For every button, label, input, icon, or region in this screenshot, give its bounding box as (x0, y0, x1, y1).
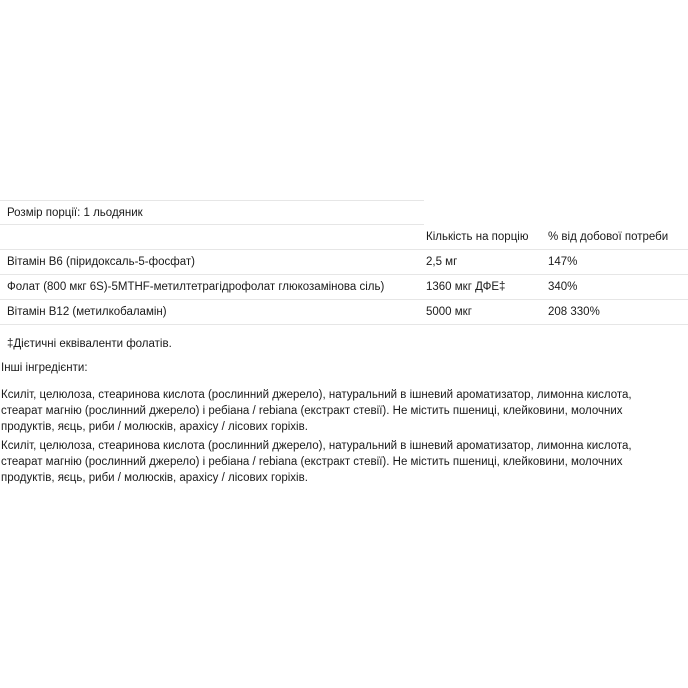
table-row (0, 275, 688, 300)
paragraph-line: стеарат магнію (рослинний джерело) і ребіана / rebiana (екстракт стевії). Не містить пшениці, клейковини, молочних (1, 456, 623, 468)
nutrient-daily-value: 208 330% (548, 306, 600, 318)
ingredients-paragraph (1, 387, 681, 435)
other-ingredients-heading: Інші інгредієнти: (1, 362, 88, 374)
nutrient-amount: 2,5 мг (426, 256, 458, 268)
nutrient-daily-value: 340% (548, 281, 578, 293)
paragraph-line: продуктів, яєць, риби / молюсків, арахісу / лісових горіхів. (1, 472, 308, 484)
ingredients-paragraph (1, 438, 681, 486)
serving-size-row (0, 200, 424, 225)
table-row (0, 300, 688, 325)
paragraph-line: стеарат магнію (рослинний джерело) і ребіана / rebiana (екстракт стевії). Не містить пшениці, клейковини, молочних (1, 405, 623, 417)
paragraph-line: Ксиліт, целюлоза, стеаринова кислота (рослинний джерело), натуральний в ішневий ароматизатор, лимонна кислота, (1, 389, 632, 401)
nutrient-daily-value: 147% (548, 256, 578, 268)
nutrient-amount: 5000 мкг (426, 306, 472, 318)
header-amount: Кількість на порцію (426, 231, 529, 243)
paragraph-line: продуктів, яєць, риби / молюсків, арахісу / лісових горіхів. (1, 421, 308, 433)
nutrient-name: Фолат (800 мкг 6S)-5MTHF-метилтетрагідрофолат глюкозамінова сіль) (7, 281, 385, 293)
folate-footnote: ‡Дієтичні еквіваленти фолатів. (7, 338, 172, 350)
paragraph-line: Ксиліт, целюлоза, стеаринова кислота (рослинний джерело), натуральний в ішневий ароматизатор, лимонна кислота, (1, 440, 632, 452)
header-daily-value: % від добової потреби (548, 231, 669, 243)
nutrient-name: Вітамін В12 (метилкобаламін) (7, 306, 167, 318)
serving-size-text: Розмір порції: 1 льодяник (7, 206, 143, 219)
supplement-facts-panel (0, 200, 688, 325)
table-header-row (0, 225, 688, 250)
table-row (0, 250, 688, 275)
nutrient-name: Вітамін В6 (піридоксаль-5-фосфат) (7, 256, 195, 268)
nutrient-amount: 1360 мкг ДФЕ‡ (426, 281, 506, 293)
